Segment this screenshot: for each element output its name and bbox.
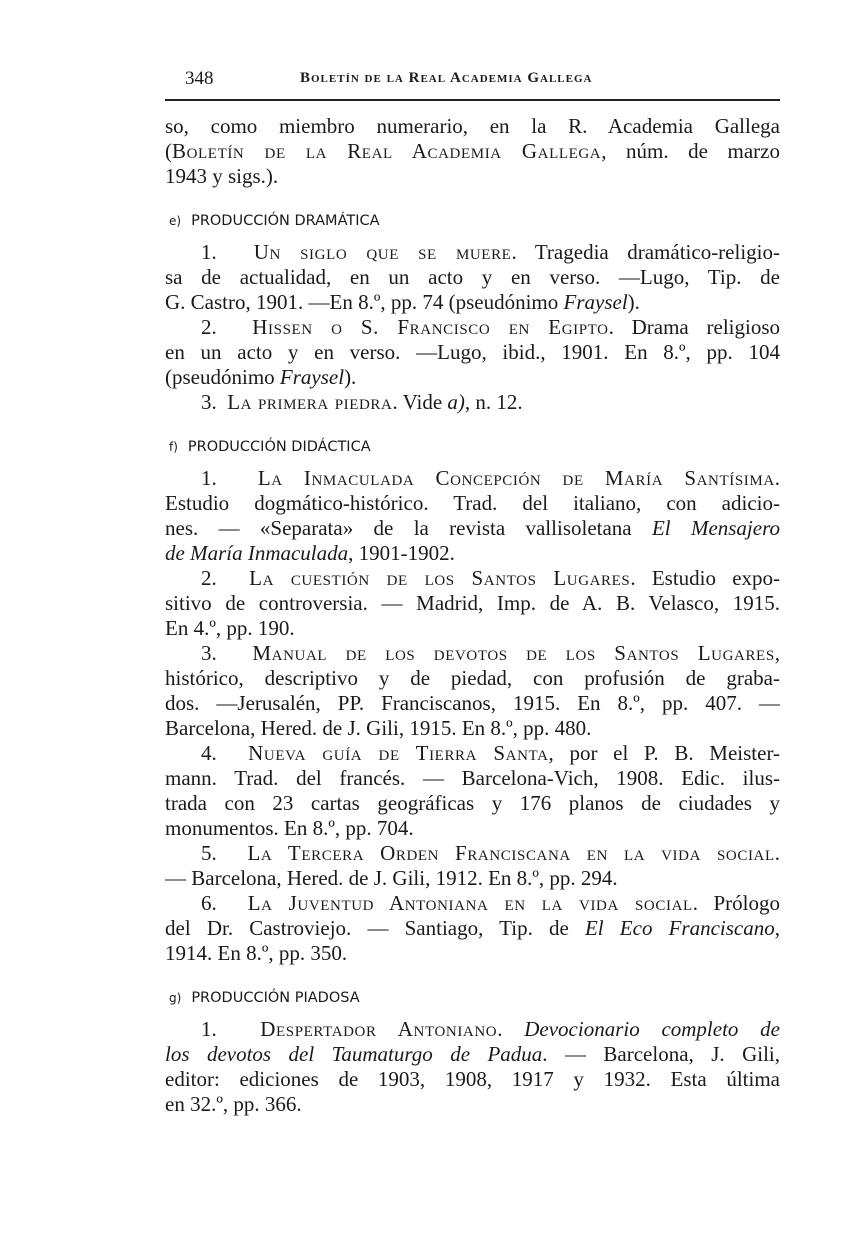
text-segment: 2.	[201, 566, 250, 590]
bibliography-entry	[165, 240, 780, 315]
journal-title: Boletín de la Real Academia Gallega	[300, 70, 593, 86]
text-line	[165, 791, 780, 816]
bibliography-entry	[165, 390, 780, 415]
text-segment: — Barcelona, Hered. de J. Gili, 1912. En 8.º, pp. 294.	[165, 866, 618, 890]
title-smallcaps: La Tercera Orden Franciscana en la vida social	[247, 841, 775, 865]
text-segment: en un acto y en verso. —Lugo, ibid., 1901. En 8.º, pp. 104	[165, 340, 780, 364]
text-line	[165, 265, 780, 290]
title-smallcaps: Un siglo que se muere	[253, 240, 512, 264]
text-line	[165, 290, 780, 315]
bibliography-entry	[165, 1017, 780, 1117]
italic-text: Fraysel	[563, 290, 628, 314]
title-smallcaps: Boletín de la Real Academia Gallega	[172, 139, 602, 163]
text-segment: nes. — «Separata» de la revista vallisoletana	[165, 516, 652, 540]
text-line	[165, 466, 780, 491]
text-segment: ).	[344, 365, 357, 389]
section-heading	[169, 209, 780, 234]
title-smallcaps: La primera piedra	[227, 390, 393, 414]
text-line	[165, 164, 780, 189]
title-smallcaps: Hissen o S. Francisco en Egipto	[252, 315, 609, 339]
text-line	[165, 491, 780, 516]
running-header	[165, 66, 780, 90]
section-title: PRODUCCIÓN DRAMÁTICA	[191, 213, 380, 229]
title-smallcaps: Despertador Antoniano	[260, 1017, 498, 1041]
text-segment: ).	[627, 290, 640, 314]
bibliography-entry	[165, 641, 780, 741]
title-smallcaps: Manual de los devotos de los Santos Lugares	[252, 641, 775, 665]
text-segment: 1.	[201, 240, 254, 264]
text-line	[165, 1017, 780, 1042]
text-segment: ,	[774, 641, 781, 665]
text-segment: Barcelona, Hered. de J. Gili, 1915. En 8.º, pp. 480.	[165, 716, 592, 740]
text-segment: . Vide	[392, 390, 448, 414]
bibliography-entry	[165, 891, 780, 966]
text-line	[165, 139, 780, 164]
bibliography-entry	[165, 741, 780, 841]
italic-text: a)	[447, 390, 465, 414]
text-segment: sitivo de controversia. — Madrid, Imp. de A. B. Velasco, 1915.	[165, 591, 780, 615]
text-segment: . Drama religioso	[608, 315, 781, 339]
title-smallcaps: La Juventud Antoniana en la vida social	[247, 891, 693, 915]
bibliography-entry	[165, 566, 780, 641]
text-segment: G. Castro, 1901. —En 8.º, pp. 74 (pseudónimo	[165, 290, 564, 314]
text-line	[165, 114, 780, 139]
text-line	[165, 691, 780, 716]
text-line	[165, 541, 780, 566]
text-segment: 6.	[201, 891, 248, 915]
text-line	[165, 941, 780, 966]
text-segment: 5.	[201, 841, 248, 865]
text-segment: . — Barcelona, J. Gili,	[542, 1042, 780, 1066]
bibliography-entry	[165, 466, 780, 566]
text-segment: .	[497, 1017, 525, 1041]
text-line	[165, 766, 780, 791]
text-segment: 1.	[201, 1017, 261, 1041]
text-line	[165, 741, 780, 766]
text-segment: (	[165, 139, 172, 163]
title-smallcaps: La cuestión de los Santos Lugares	[249, 566, 631, 590]
page-number: 348	[185, 68, 214, 89]
bibliography-entry	[165, 315, 780, 390]
bibliography-entry	[165, 841, 780, 891]
text-segment: 2.	[201, 315, 253, 339]
text-segment: . Tragedia dramático-religio-	[511, 240, 780, 264]
section-title: PRODUCCIÓN DIDÁCTICA	[187, 439, 371, 455]
text-line	[165, 816, 780, 841]
text-segment: mann. Trad. del francés. — Barcelona-Vich, 1908. Edic. ilus-	[165, 766, 780, 790]
text-line	[165, 365, 780, 390]
page-body	[165, 114, 780, 1117]
text-segment: En 4.º, pp. 190.	[165, 616, 295, 640]
italic-text: de María Inmaculada	[165, 541, 349, 565]
text-segment: 3.	[201, 390, 228, 414]
italic-text: Devocionario completo de	[524, 1017, 780, 1041]
text-line	[165, 641, 780, 666]
text-line	[165, 716, 780, 741]
text-segment: trada con 23 cartas geográficas y 176 planos de ciudades y	[165, 791, 780, 815]
text-segment: 1.	[201, 466, 258, 490]
text-segment: del Dr. Castroviejo. — Santiago, Tip. de	[165, 916, 585, 940]
text-segment: dos. —Jerusalén, PP. Franciscanos, 1915. En 8.º, pp. 407. —	[165, 691, 780, 715]
text-segment: , n. 12.	[464, 390, 523, 414]
text-line	[165, 240, 780, 265]
text-segment: 1914. En 8.º, pp. 350.	[165, 941, 348, 965]
text-line	[165, 566, 780, 591]
text-line	[165, 390, 780, 415]
text-segment: , por el P. B. Meister-	[548, 741, 781, 765]
text-segment: , núm. de marzo	[601, 139, 780, 163]
text-line	[165, 516, 780, 541]
section-letter: f)	[169, 440, 178, 454]
text-line	[165, 1092, 780, 1117]
text-line	[165, 866, 780, 891]
text-line	[165, 1067, 780, 1092]
text-segment: , 1901-1902.	[348, 541, 455, 565]
text-line	[165, 891, 780, 916]
section-title: PRODUCCIÓN PIADOSA	[191, 990, 360, 1006]
text-segment: histórico, descriptivo y de piedad, con profusión de graba-	[165, 666, 780, 690]
text-segment: so, como miembro numerario, en la R. Academia Gallega	[165, 114, 780, 138]
text-segment: sa de actualidad, en un acto y en verso. —Lugo, Tip. de	[165, 265, 780, 289]
italic-text: El Mensajero	[651, 516, 780, 540]
text-segment: .	[774, 466, 780, 490]
text-segment: 4.	[201, 741, 249, 765]
text-segment: monumentos. En 8.º, pp. 704.	[165, 816, 414, 840]
section-letter: g)	[169, 991, 182, 1005]
text-line	[165, 841, 780, 866]
header-rule	[165, 99, 780, 101]
text-segment: en 32.º, pp. 366.	[165, 1092, 302, 1116]
text-segment: Estudio dogmático-histórico. Trad. del italiano, con adicio-	[165, 491, 780, 515]
section-heading	[169, 435, 780, 460]
text-segment: 1943 y sigs.).	[165, 164, 279, 188]
text-segment: editor: ediciones de 1903, 1908, 1917 y 1932. Esta última	[165, 1067, 780, 1091]
text-segment: . Estudio expo-	[630, 566, 781, 590]
text-line	[165, 591, 780, 616]
text-line	[165, 666, 780, 691]
text-line	[165, 616, 780, 641]
continued-paragraph	[165, 114, 780, 189]
text-line	[165, 1042, 780, 1067]
italic-text: los devotos del Taumaturgo de Padua	[165, 1042, 543, 1066]
text-segment: (pseudónimo	[165, 365, 280, 389]
text-line	[165, 916, 780, 941]
italic-text: Fraysel	[279, 365, 345, 389]
text-segment: .	[774, 841, 780, 865]
text-line	[165, 340, 780, 365]
text-segment: . Prólogo	[692, 891, 780, 915]
text-line	[165, 315, 780, 340]
text-segment: 3.	[201, 641, 253, 665]
section-letter: e)	[169, 214, 182, 228]
text-segment: ,	[774, 916, 781, 940]
title-smallcaps: La Inmaculada Concepción de María Santísima	[257, 466, 775, 490]
title-smallcaps: Nueva guía de Tierra Santa	[248, 741, 549, 765]
section-heading	[169, 986, 780, 1011]
italic-text: El Eco Franciscano	[584, 916, 775, 940]
